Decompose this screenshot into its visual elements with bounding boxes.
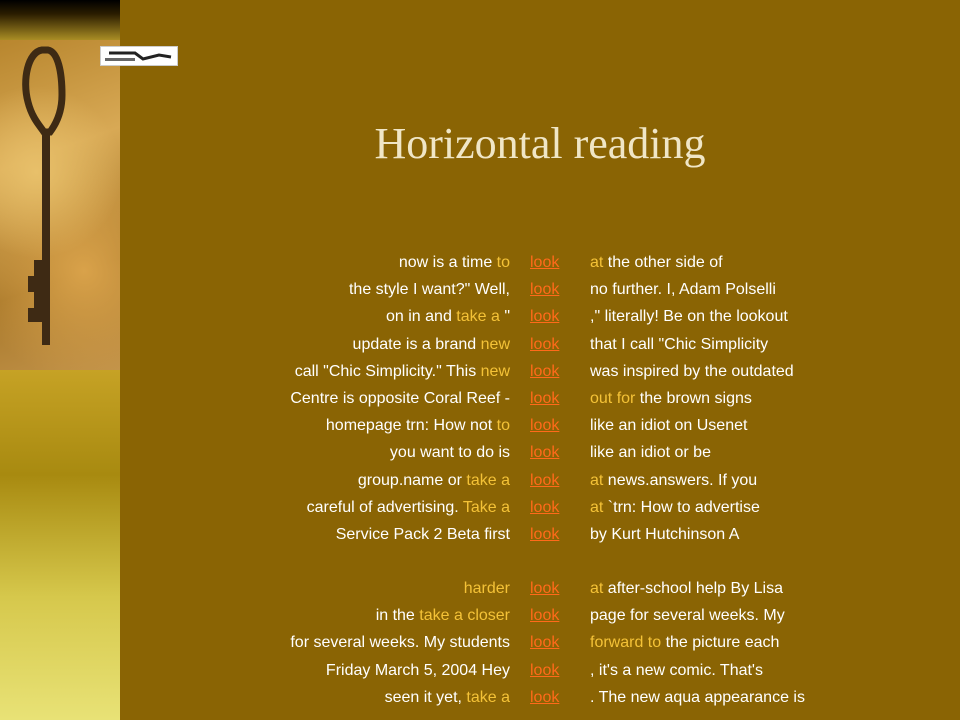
right-highlight: forward to — [590, 634, 662, 652]
right-context — [590, 521, 739, 548]
left-text: Centre is opposite Coral Reef - — [290, 389, 510, 407]
left-text: you want to do is — [389, 444, 510, 462]
keyword-link[interactable]: look — [530, 661, 560, 679]
keyword-link[interactable]: look — [530, 389, 560, 407]
keyword-link[interactable]: look — [530, 634, 560, 652]
right-highlight: at — [590, 498, 604, 516]
right-text: the other side of — [603, 254, 723, 271]
slide-title: Horizontal reading — [374, 119, 706, 168]
concordance-row — [120, 521, 960, 548]
decorative-sidebar — [0, 0, 120, 720]
left-text: the style I want?" Well, — [348, 281, 510, 299]
left-highlight: new — [480, 335, 510, 353]
left-context — [336, 521, 510, 548]
left-text: Service Pack 2 Beta first — [335, 525, 510, 543]
key-icon — [0, 40, 120, 370]
left-text: homepage trn: How not — [325, 417, 497, 435]
right-text: like an idiot on Usenet — [590, 417, 748, 435]
keyword-link[interactable]: look — [530, 281, 560, 299]
left-highlight: new — [480, 362, 510, 380]
left-context — [295, 358, 510, 385]
right-context — [590, 358, 794, 385]
keyword-link[interactable]: look — [530, 335, 560, 353]
right-context — [590, 657, 763, 684]
right-highlight: out for — [590, 389, 636, 407]
right-context — [590, 467, 757, 494]
left-context — [386, 303, 510, 330]
left-highlight: harder — [463, 580, 510, 598]
left-text: group.name or — [357, 471, 467, 489]
keyword-link[interactable]: look — [530, 525, 560, 543]
concordance-row — [120, 358, 960, 385]
right-context — [590, 494, 760, 521]
left-highlight: to — [496, 417, 510, 435]
left-context — [349, 276, 510, 303]
right-text: after-school help By Lisa — [603, 580, 783, 598]
right-text: that I call "Chic Simplicity — [590, 335, 769, 353]
right-highlight: at — [590, 254, 604, 271]
concordance-row — [120, 629, 960, 656]
concordance-row — [120, 331, 960, 358]
sidebar-bottom-band — [0, 370, 120, 720]
concordance-row — [120, 303, 960, 330]
concordance-row — [120, 657, 960, 684]
right-text: `trn: How to advertise — [603, 498, 760, 516]
left-context — [307, 494, 510, 521]
keyword-link[interactable]: look — [530, 580, 560, 598]
left-context — [399, 249, 510, 276]
left-highlight: take a — [466, 688, 510, 706]
concordance-row — [120, 385, 960, 412]
left-context — [358, 467, 510, 494]
left-context — [290, 629, 510, 656]
key-image — [0, 40, 120, 370]
left-text: call "Chic Simplicity." This — [294, 362, 481, 380]
concordance-row — [120, 575, 960, 602]
keyword-link[interactable]: look — [530, 254, 560, 271]
right-context — [590, 385, 752, 412]
concordance-row — [120, 439, 960, 466]
concordance-row — [120, 412, 960, 439]
left-context — [390, 439, 510, 466]
keyword-link[interactable]: look — [530, 362, 560, 380]
right-text: . The new aqua appearance is — [590, 688, 805, 706]
right-text: news.answers. If you — [603, 471, 758, 489]
keyword-link[interactable]: look — [530, 308, 560, 326]
keyword-link[interactable]: look — [530, 607, 560, 625]
pen-icon — [100, 46, 178, 66]
left-context — [464, 575, 510, 602]
right-context — [590, 276, 776, 303]
left-text: seen it yet, — [384, 688, 467, 706]
right-context — [590, 602, 785, 629]
left-context — [353, 331, 510, 358]
right-text: , it's a new comic. That's — [590, 661, 763, 679]
keyword-link[interactable]: look — [530, 688, 560, 706]
right-highlight: at — [590, 471, 604, 489]
keyword-link[interactable]: look — [530, 444, 560, 462]
concordance-row — [120, 249, 960, 276]
right-context — [590, 684, 805, 711]
right-text: by Kurt Hutchinson A — [590, 525, 740, 543]
concordance-row — [120, 602, 960, 629]
right-highlight: at — [590, 580, 604, 598]
left-text: Friday March 5, 2004 Hey — [325, 661, 510, 679]
concordance-row — [120, 494, 960, 521]
right-text: ," literally! Be on the lookout — [590, 308, 788, 326]
right-text: was inspired by the outdated — [590, 362, 794, 380]
left-text: for several weeks. My students — [290, 634, 510, 652]
left-text: in the — [375, 607, 420, 625]
right-context — [590, 303, 788, 330]
right-context — [590, 439, 711, 466]
right-text: no further. I, Adam Polselli — [590, 281, 776, 299]
right-text: the brown signs — [635, 389, 752, 407]
right-context — [590, 575, 783, 602]
left-highlight: take a — [456, 308, 500, 326]
left-highlight: Take a — [462, 498, 510, 516]
left-context — [326, 412, 510, 439]
left-text: update is a brand — [352, 335, 481, 353]
left-text: now is a time — [398, 254, 497, 271]
left-text: on in and — [386, 308, 457, 326]
concordance-row — [120, 276, 960, 303]
concordance-list — [120, 249, 960, 711]
concordance-row — [120, 684, 960, 711]
left-highlight: to — [496, 254, 510, 271]
keyword-link[interactable]: look — [530, 498, 560, 516]
right-context — [590, 629, 779, 656]
left-context — [376, 602, 510, 629]
right-text: the picture each — [661, 634, 780, 652]
right-context — [590, 249, 723, 276]
left-highlight: take a closer — [419, 607, 510, 625]
concordance-row — [120, 467, 960, 494]
right-text: like an idiot or be — [590, 444, 711, 462]
sidebar-top-band — [0, 0, 120, 40]
right-text: page for several weeks. My — [590, 607, 785, 625]
right-context — [590, 331, 768, 358]
left-text: careful of advertising. — [306, 498, 463, 516]
keyword-link[interactable]: look — [530, 417, 560, 435]
left-context — [385, 684, 510, 711]
keyword-link[interactable]: look — [530, 471, 560, 489]
left-context — [326, 657, 510, 684]
left-highlight: take a — [466, 471, 510, 489]
left-text: " — [499, 308, 510, 326]
left-context — [290, 385, 510, 412]
right-context — [590, 412, 747, 439]
